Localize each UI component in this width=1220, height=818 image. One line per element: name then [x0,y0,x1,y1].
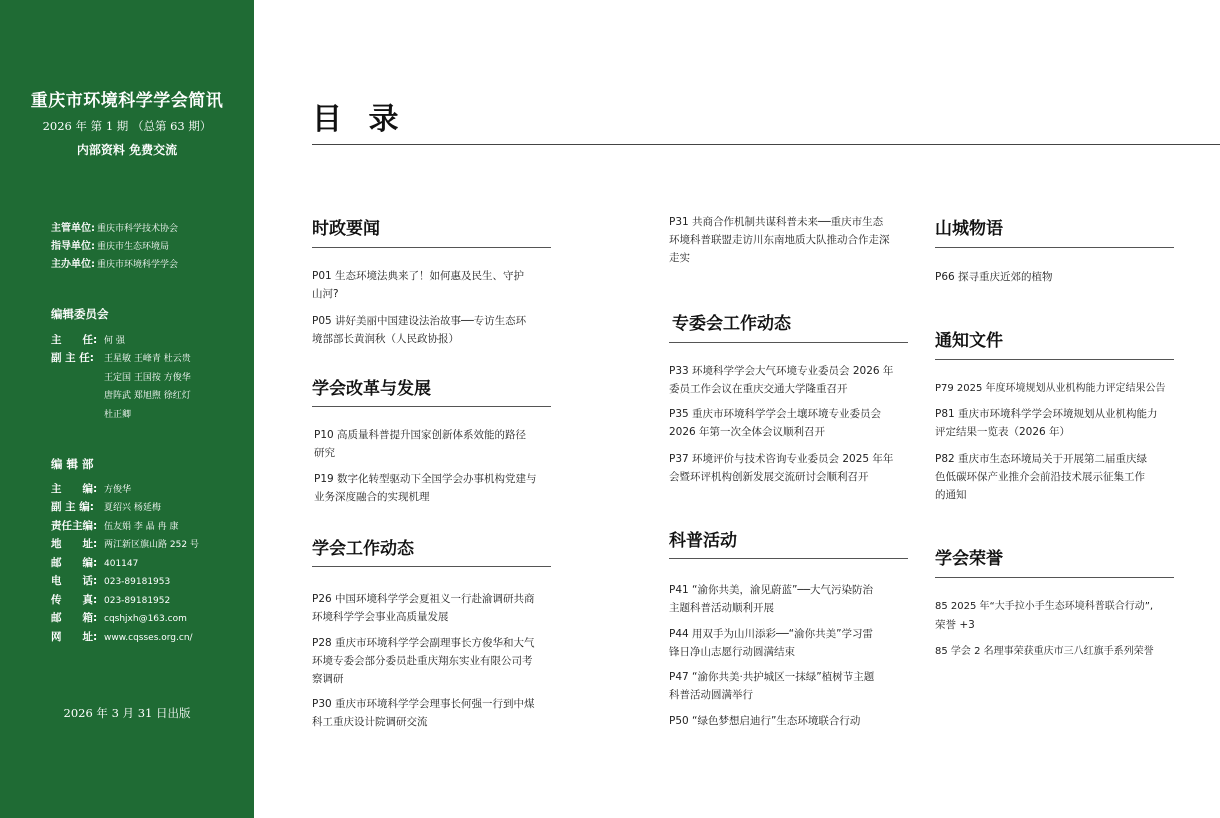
internal-note: 内部资料 免费交流 [76,143,178,157]
toc-entry[interactable]: P01 生态环境法典来了！如何惠及民生、守护 山河? [312,270,525,300]
toc-entry[interactable]: P47 “渝你共美·共护城区一抹绿”植树节主题 科普活动圆满举行 [669,671,875,701]
section-divider [935,359,1174,360]
issue-number: 2026 年 第 1 期 （总第 63 期） [42,119,212,133]
committee-head-row: 主 任: 何 强 [51,334,125,346]
section-title: 专委会工作动态 [672,314,791,334]
editorial-title: 编 辑 部 [51,457,94,471]
toc-entry[interactable]: P30 重庆市环境科学学会理事长何强一行到中煤 科工重庆设计院调研交流 [312,698,535,728]
editorial-row: 责任主编: 伍友娟 李 晶 冉 康 [51,520,179,532]
editorial-row: 邮 编: 401147 [51,557,139,569]
committee-title: 编辑委员会 [51,307,109,321]
section-divider [312,406,551,407]
section-title: 学会工作动态 [312,539,414,559]
unit-row: 指导单位: 重庆市生态环境局 [51,241,170,252]
publish-date: 2026 年 3 月 31 日出版 [63,706,191,720]
section-divider [935,577,1174,578]
toc-entry[interactable]: P26 中国环境科学学会夏祖义一行赴渝调研共商 环境科学学会事业高质量发展 [312,593,535,623]
editorial-row: 地 址: 两江新区旗山路 252 号 [51,538,199,550]
toc-entry[interactable]: P79 2025 年度环境规划从业机构能力评定结果公告 [935,383,1166,394]
committee-deputy-line: 唐阵武 郑旭煦 徐红灯 [104,391,191,401]
section-divider [312,566,551,567]
committee-deputy-row: 副 主 任: 王星敏 王峰青 杜云贵 [51,352,191,364]
toc-entry[interactable]: P41 “渝你共美，渝见蔚蓝”──大气污染防治 主题科普活动顺利开展 [669,584,874,614]
section-title: 学会荣誉 [935,549,1003,569]
toc-entry[interactable]: P50 “绿色梦想启迪行”生态环境联合行动 [669,715,861,727]
section-title: 山城物语 [935,219,1003,239]
section-title: 通知文件 [935,331,1003,351]
editorial-row: 传 真: 023-89181952 [51,594,171,606]
section-divider [669,342,908,343]
sidebar-panel [0,0,254,818]
editorial-row: 邮 箱: cqshjxh@163.com [51,612,187,624]
toc-entry[interactable]: P35 重庆市环境科学学会土壤环境专业委员会 2026 年第一次全体会议顺利召开 [669,408,882,438]
toc-entry[interactable]: P28 重庆市环境科学学会副理事长方俊华和大气 环境专委会部分委员赴重庆翔东实业有限公司考 察调研 [312,637,535,685]
unit-row: 主办单位: 重庆市环境科学学会 [51,259,179,270]
editorial-row: 副 主 编: 夏绍兴 杨延梅 [51,501,161,513]
toc-entry[interactable]: P37 环境评价与技术咨询专业委员会 2025 年年 会暨环评机构创新发展交流研讨会顺利召开 [669,453,894,483]
toc-entry[interactable]: 85 学会 2 名理事荣获重庆市三八红旗手系列荣誉 [935,646,1154,657]
section-title: 学会改革与发展 [312,379,431,399]
unit-row: 主管单位: 重庆市科学技术协会 [51,223,179,234]
section-divider [669,558,908,559]
committee-deputy-line: 杜正卿 [104,410,132,420]
committee-deputy-line: 王定国 王国按 方俊华 [104,373,191,383]
toc-entry[interactable]: P10 高质量科普提升国家创新体系效能的路径 研究 [314,429,527,459]
toc-entry[interactable]: 85 2025 年“大手拉小手生态环境科普联合行动”, 荣誉 +3 [935,601,1154,631]
toc-entry[interactable]: P82 重庆市生态环境局关于开展第二届重庆绿 色低碳环保产业推介会前沿技术展示征集工作 的通知 [935,453,1148,501]
editorial-row: 网 址: www.cqsses.org.cn/ [51,631,193,643]
section-title: 科普活动 [669,531,737,551]
toc-entry[interactable]: P44 用双手为山川添彩──“渝你共美”学习雷 锋日净山志愿行动圆满结束 [669,628,874,658]
section-divider [935,247,1174,248]
toc-entry[interactable]: P19 数字化转型驱动下全国学会办事机构党建与 业务深度融合的实现机理 [314,473,537,503]
section-title: 时政要闻 [312,219,380,239]
page-title: 目 录 [312,102,407,137]
editorial-row: 电 话: 023-89181953 [51,575,171,587]
heading-divider [312,144,1220,145]
editorial-row: 主 编: 方俊华 [51,483,132,495]
toc-entry[interactable]: P05 讲好美丽中国建设法治故事──专访生态环 境部部长黄润秋（人民政协报） [312,315,527,345]
section-divider [312,247,551,248]
toc-entry[interactable]: P81 重庆市环境科学学会环境规划从业机构能力 评定结果一览表（2026 年） [935,408,1158,438]
toc-entry[interactable]: P33 环境科学学会大气环境专业委员会 2026 年 委员工作会议在重庆交通大学隆重召开 [669,365,894,395]
newsletter-title: 重庆市环境科学学会简讯 [30,91,224,111]
toc-entry[interactable]: P66 探寻重庆近郊的植物 [935,271,1053,283]
toc-entry[interactable]: P31 共商合作机制共谋科普未来──重庆市生态 环境科普联盟走访川东南地质大队推动合作走深 走实 [669,216,890,264]
